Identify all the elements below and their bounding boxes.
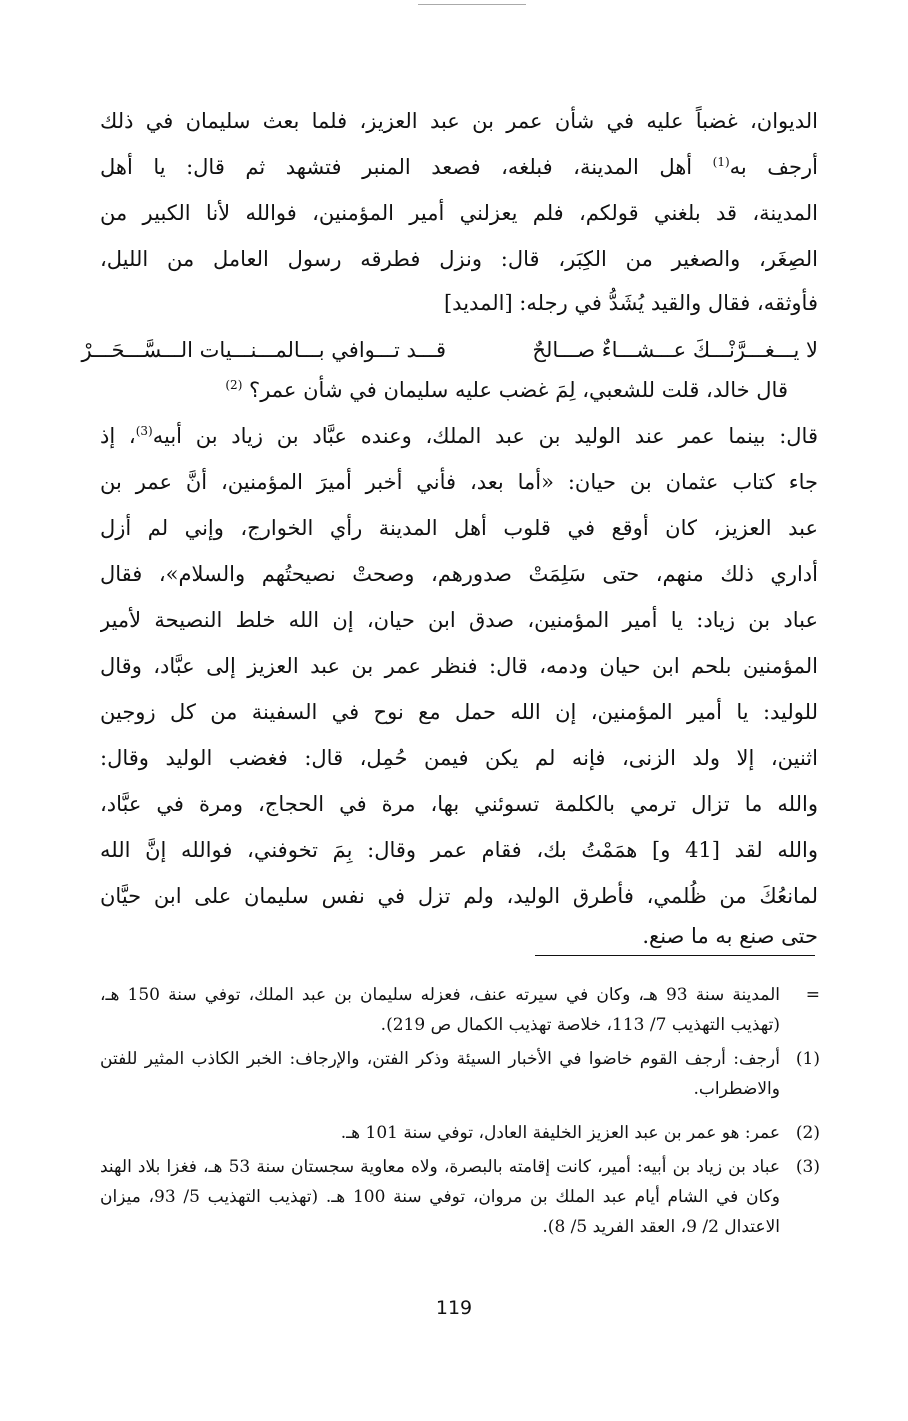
footnote-marker: (1)	[795, 1049, 820, 1069]
footnote-text: عباد بن زياد بن أبيه: أمير، كانت إقامته بالبصرة، ولاه معاوية سجستان سنة 53 هـ، فغزا بلاد الهند وكان في الشام أيام عبد الملك بن مروان، توفي سنة 100 هـ. (تهذيب التهذيب 5/ 93، ميزان الاعتدال 2/ 9، العقد الفريد 5/ 8).	[100, 1157, 780, 1237]
footnote-3	[100, 1152, 820, 1242]
para2-line-13: حتى صنع به ما صنع.	[642, 924, 818, 948]
text-line-1: الديوان، غضباً عليه في شأن عمر بن عبد العزيز، فلما بعث سليمان في ذلك	[100, 109, 818, 133]
para2-line-11: والله لقد [41 و] همَمْتُ بك، فقام عمر وقال: بِمَ تخوفني، فوالله إنَّ الله	[100, 838, 818, 862]
para2-line-2	[100, 413, 818, 459]
footnote-1	[100, 1044, 820, 1104]
para2-line-3: جاء كتاب عثمان بن حيان: «أما بعد، فأني أخبر أميرَ المؤمنين، أنَّ عمر بن	[100, 470, 818, 494]
footnote-marker: (2)	[795, 1123, 820, 1143]
para2-line-2-start: قال: بينما عمر عند الوليد بن عبد الملك، وعنده عبَّاد بن زياد بن أبيه	[152, 424, 818, 448]
footnote-marker: (3)	[795, 1157, 820, 1177]
footnote-marker: =	[805, 985, 820, 1005]
footnote-ref-3[interactable]: (3)	[135, 424, 153, 438]
footnote-2	[100, 1118, 820, 1148]
para2-line-6: عباد بن زياد: يا أمير المؤمنين، صدق ابن حيان، إن الله خلط النصيحة لأمير	[100, 608, 818, 632]
text-line-3: المدينة، قد بلغني قولكم، فلم يعزلني أمير المؤمنين، فوالله لأنا الكبير من	[100, 201, 818, 225]
text-line-2	[100, 144, 818, 190]
footnote-ref-2[interactable]: (2)	[225, 378, 243, 392]
page-number: 119	[435, 1297, 473, 1319]
verse-second-hemistich: قـــد تـــوافي بـــالمـــنـــيات الـــسَّـــحَـــرْ	[81, 338, 446, 362]
para2-line-1	[100, 367, 818, 413]
para2-line-4: عبد العزيز، كان أوقع في قلوب أهل المدينة رأي الخوارج، وإني لم أزل	[100, 516, 818, 540]
para2-line-7: المؤمنين بلحم ابن حيان ودمه، قال: فنظر عمر بن عبد العزيز إلى عبَّاد، وقال	[100, 654, 818, 678]
text-line-2-start: أرجف به	[729, 155, 818, 179]
footnote-text: عمر: هو عمر بن عبد العزيز الخليفة العادل، توفي سنة 101 هـ.	[340, 1123, 780, 1143]
para2-line-5: أداري ذلك منهم، حتى سَلِمَتْ صدورهم، وصحتْ نصيحتُهم والسلام»، فقال	[100, 562, 818, 586]
para2-line-8: للوليد: يا أمير المؤمنين، إن الله حمل مع نوح في السفينة من كل زوجين	[100, 700, 818, 724]
verse-first-hemistich: لا يـــغـــرَّنْـــكَ عـــشـــاءٌ صـــالحٌ	[532, 338, 818, 362]
para2-line-1-text: قال خالد، قلت للشعبي، لِمَ غضب عليه سليمان في شأن عمر؟	[242, 378, 788, 402]
footnote-text: المدينة سنة 93 هـ، وكان في سيرته عنف، فعزله سليمان بن عبد الملك، توفي سنة 150 هـ، (تهذيب التهذيب 7/ 113، خلاصة تهذيب الكمال ص 219).	[100, 985, 780, 1035]
text-line-2-rest: أهل المدينة، فبلغه، فصعد المنبر فتشهد ثم قال: يا أهل	[100, 155, 713, 179]
footnote-ref-1[interactable]: (1)	[712, 155, 730, 169]
footnote-separator	[535, 955, 815, 956]
para2-line-10: والله ما تزال ترمي بالكلمة تسوئني بها، مرة في الحجاج، ومرة في عبَّاد،	[100, 792, 818, 816]
footnote-continuation	[100, 980, 820, 1040]
text-line-4: الصِغَر، والصغير من الكِبَر، قال: ونزل فطرقه رسول العامل من الليل،	[100, 247, 818, 271]
para2-line-9: اثنين، إلا ولد الزنى، فإنه لم يكن فيمن حُمِل، قال: فغضب الوليد وقال:	[100, 746, 818, 770]
para2-line-2-end: ، إذ	[100, 424, 136, 448]
para2-line-12: لمانعُكَ من ظُلمي، فأطرق الوليد، ولم تزل في نفس سليمان على ابن حيَّان	[100, 884, 818, 908]
text-line-5: فأوثقه، فقال والقيد يُشَدُّ في رجله: [المديد]	[443, 291, 818, 315]
footnote-text: أرجف: أرجف القوم خاضوا في الأخبار السيئة وذكر الفتن، والإرجاف: الخبر الكاذب المثير للفتن والاضطراب.	[100, 1049, 780, 1099]
